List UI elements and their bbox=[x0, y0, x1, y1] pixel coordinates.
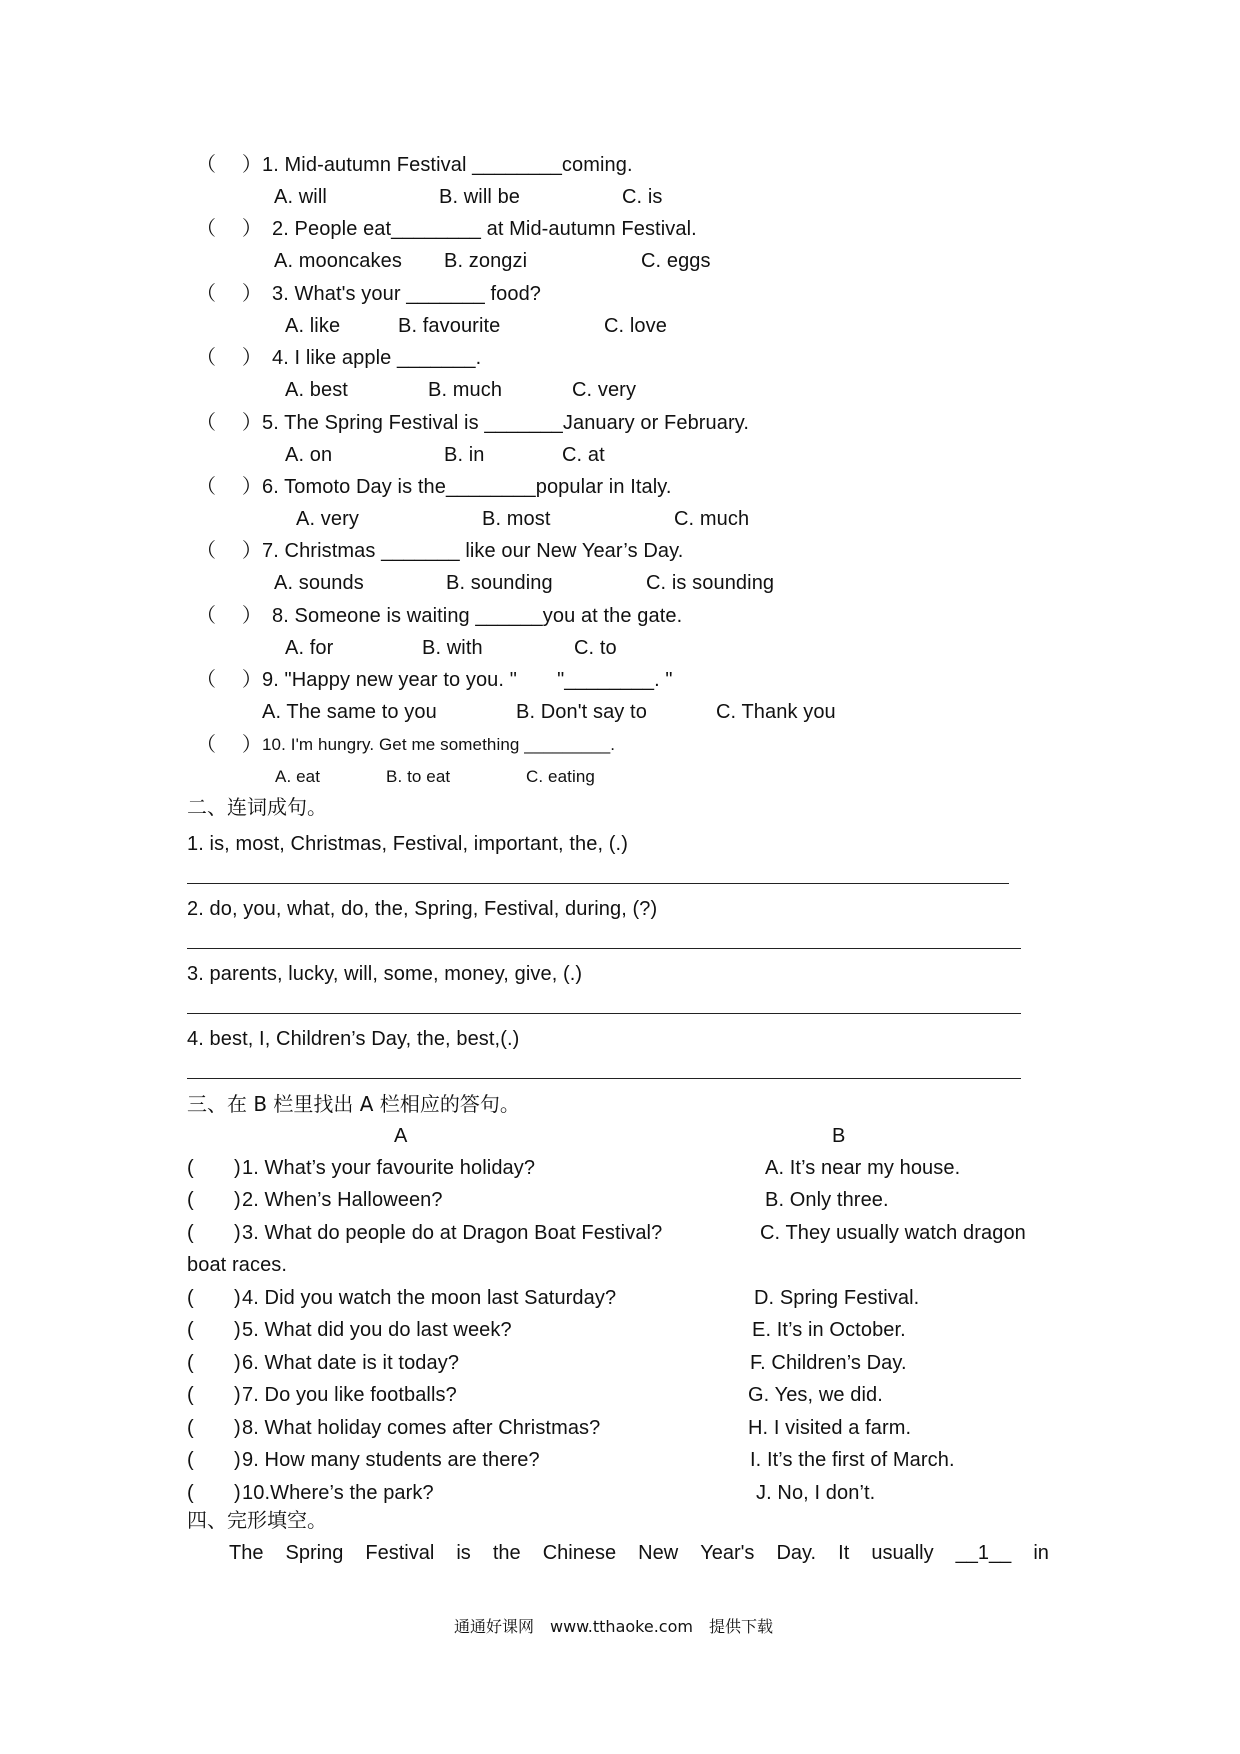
option-a: A. very bbox=[296, 508, 359, 530]
option-c: C. love bbox=[604, 315, 667, 337]
reorder-item: 2. do, you, what, do, the, Spring, Festival, during, (?) bbox=[187, 898, 658, 920]
option-c: C. to bbox=[574, 637, 617, 659]
question-a: 10.Where’s the park? bbox=[242, 1482, 434, 1504]
answer-b: H. I visited a farm. bbox=[748, 1417, 912, 1439]
answer-paren[interactable]: ( ) bbox=[187, 1189, 241, 1211]
question-stem: 4. I like apple _______. bbox=[272, 347, 482, 369]
question-stem: 10. I'm hungry. Get me something _________. bbox=[262, 735, 616, 754]
cloze-word: __1__ bbox=[955, 1542, 1012, 1564]
question-stem: 3. What's your _______ food? bbox=[272, 283, 542, 305]
cloze-word: in bbox=[1033, 1542, 1049, 1564]
answer-paren[interactable]: （ ） bbox=[196, 283, 262, 305]
section-4-title: 四、完形填空。 bbox=[187, 1508, 327, 1532]
question-a: 2. When’s Halloween? bbox=[242, 1189, 443, 1211]
answer-paren[interactable]: （ ） bbox=[196, 476, 262, 498]
cloze-word: Chinese bbox=[542, 1542, 617, 1564]
option-a: A. eat bbox=[275, 767, 321, 786]
question-a: 4. Did you watch the moon last Saturday? bbox=[242, 1287, 617, 1309]
option-c: C. is sounding bbox=[646, 572, 775, 594]
option-b: B. much bbox=[428, 379, 503, 401]
answer-paren[interactable]: ( ) bbox=[187, 1417, 241, 1439]
cloze-word: Spring bbox=[285, 1542, 344, 1564]
cloze-word: It bbox=[838, 1542, 850, 1564]
option-b: B. most bbox=[482, 508, 551, 530]
option-b: B. with bbox=[422, 637, 483, 659]
answer-paren[interactable]: ( ) bbox=[187, 1287, 241, 1309]
option-b: B. will be bbox=[439, 186, 521, 208]
answer-b-continuation: boat races. bbox=[187, 1254, 288, 1276]
answer-b: I. It’s the first of March. bbox=[750, 1449, 955, 1471]
answer-paren[interactable]: （ ） bbox=[196, 412, 262, 434]
option-a: A. mooncakes bbox=[274, 250, 402, 272]
answer-b: C. They usually watch dragon bbox=[760, 1222, 1026, 1244]
option-a: A. like bbox=[285, 315, 341, 337]
cloze-word: The bbox=[229, 1542, 264, 1564]
answer-paren[interactable]: ( ) bbox=[187, 1157, 241, 1179]
option-a: A. for bbox=[285, 637, 334, 659]
option-a: A. will bbox=[274, 186, 327, 208]
question-a: 8. What holiday comes after Christmas? bbox=[242, 1417, 601, 1439]
answer-paren[interactable]: （ ） bbox=[196, 605, 262, 627]
option-c: C. much bbox=[674, 508, 750, 530]
answer-paren[interactable]: （ ） bbox=[196, 540, 262, 562]
question-stem: 1. Mid-autumn Festival ________coming. bbox=[262, 154, 633, 176]
answer-paren[interactable]: ( ) bbox=[187, 1319, 241, 1341]
question-stem: 6. Tomoto Day is the________popular in Italy. bbox=[262, 476, 672, 498]
answer-b: E. It’s in October. bbox=[752, 1319, 906, 1341]
answer-b: F. Children’s Day. bbox=[750, 1352, 907, 1374]
question-a: 6. What date is it today? bbox=[242, 1352, 460, 1374]
option-a: A. sounds bbox=[274, 572, 364, 594]
cloze-passage-line bbox=[229, 1541, 1049, 1565]
option-c: C. eggs bbox=[641, 250, 711, 272]
answer-line[interactable] bbox=[187, 883, 1009, 884]
footer-credit: 通通好课网 www.tthaoke.com 提供下载 bbox=[454, 1617, 773, 1636]
section-3-title: 三、在 B 栏里找出 A 栏相应的答句。 bbox=[187, 1092, 520, 1116]
option-c: C. very bbox=[572, 379, 637, 401]
option-a: A. on bbox=[285, 444, 333, 466]
option-b: B. to eat bbox=[386, 767, 451, 786]
question-stem: 8. Someone is waiting ______you at the gate. bbox=[272, 605, 683, 627]
answer-b: J. No, I don’t. bbox=[756, 1482, 876, 1504]
option-b: B. zongzi bbox=[444, 250, 528, 272]
cloze-word: usually bbox=[871, 1542, 934, 1564]
option-a: A. The same to you bbox=[262, 701, 437, 723]
answer-paren[interactable]: （ ） bbox=[196, 154, 262, 176]
answer-b: A. It’s near my house. bbox=[765, 1157, 961, 1179]
question-stem: 9. "Happy new year to you. " "________. " bbox=[262, 669, 673, 691]
answer-paren[interactable]: ( ) bbox=[187, 1384, 241, 1406]
option-b: B. sounding bbox=[446, 572, 553, 594]
question-a: 5. What did you do last week? bbox=[242, 1319, 512, 1341]
cloze-word: the bbox=[492, 1542, 521, 1564]
answer-b: D. Spring Festival. bbox=[754, 1287, 920, 1309]
option-c: C. at bbox=[562, 444, 605, 466]
answer-paren[interactable]: （ ） bbox=[196, 669, 262, 691]
column-a-header: A bbox=[394, 1125, 408, 1147]
option-a: A. best bbox=[285, 379, 348, 401]
answer-line[interactable] bbox=[187, 1078, 1021, 1079]
answer-paren[interactable]: （ ） bbox=[196, 734, 262, 756]
option-b: B. Don't say to bbox=[516, 701, 647, 723]
question-a: 3. What do people do at Dragon Boat Festival? bbox=[242, 1222, 663, 1244]
question-stem: 5. The Spring Festival is _______January or February. bbox=[262, 412, 750, 434]
option-b: B. favourite bbox=[398, 315, 501, 337]
reorder-item: 1. is, most, Christmas, Festival, important, the, (.) bbox=[187, 833, 628, 855]
answer-line[interactable] bbox=[187, 948, 1021, 949]
section-2-title: 二、连词成句。 bbox=[187, 795, 327, 819]
question-stem: 7. Christmas _______ like our New Year’s Day. bbox=[262, 540, 684, 562]
option-c: C. eating bbox=[526, 767, 595, 786]
question-stem: 2. People eat________ at Mid-autumn Festival. bbox=[272, 218, 697, 240]
answer-line[interactable] bbox=[187, 1013, 1021, 1014]
question-a: 7. Do you like footballs? bbox=[242, 1384, 457, 1406]
option-b: B. in bbox=[444, 444, 485, 466]
question-a: 1. What’s your favourite holiday? bbox=[242, 1157, 536, 1179]
answer-b: G. Yes, we did. bbox=[748, 1384, 883, 1406]
option-c: C. Thank you bbox=[716, 701, 836, 723]
option-c: C. is bbox=[622, 186, 663, 208]
column-b-header: B bbox=[832, 1125, 846, 1147]
reorder-item: 4. best, I, Children’s Day, the, best,(.) bbox=[187, 1028, 520, 1050]
cloze-word: Festival bbox=[365, 1542, 435, 1564]
answer-paren[interactable]: （ ） bbox=[196, 218, 262, 240]
answer-b: B. Only three. bbox=[765, 1189, 889, 1211]
answer-paren[interactable]: （ ） bbox=[196, 347, 262, 369]
reorder-item: 3. parents, lucky, will, some, money, give, (.) bbox=[187, 963, 583, 985]
cloze-word: Year's bbox=[700, 1542, 755, 1564]
cloze-word: Day. bbox=[776, 1542, 817, 1564]
answer-paren[interactable]: ( ) bbox=[187, 1222, 241, 1244]
cloze-word: is bbox=[456, 1542, 471, 1564]
answer-paren[interactable]: ( ) bbox=[187, 1482, 241, 1504]
answer-paren[interactable]: ( ) bbox=[187, 1449, 241, 1471]
answer-paren[interactable]: ( ) bbox=[187, 1352, 241, 1374]
cloze-word: New bbox=[638, 1542, 679, 1564]
question-a: 9. How many students are there? bbox=[242, 1449, 540, 1471]
